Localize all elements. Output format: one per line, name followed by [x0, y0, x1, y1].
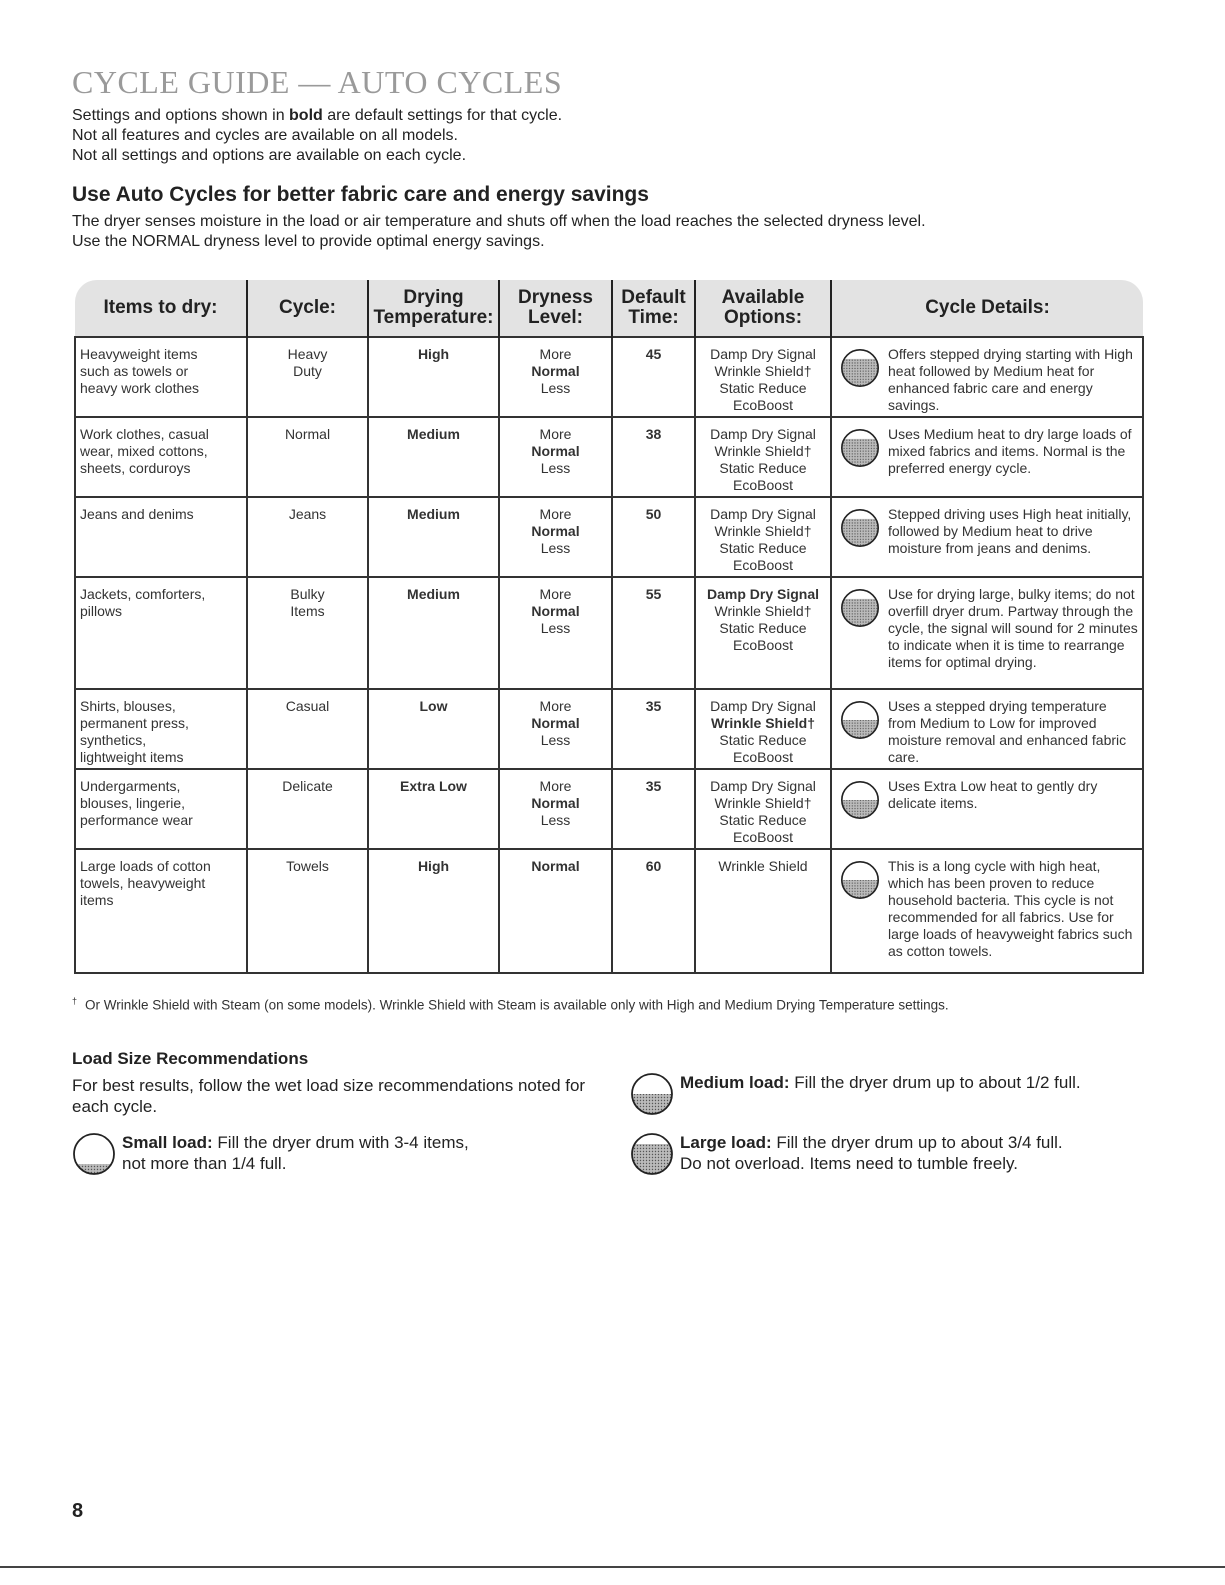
intro-bold: bold — [289, 107, 323, 124]
items-cell — [75, 689, 247, 769]
table-row — [75, 849, 1143, 973]
cycle-cell — [247, 689, 368, 769]
dryness-line: Normal — [531, 858, 580, 874]
options-line: Static Reduce — [719, 540, 807, 556]
cycle-cell — [247, 577, 368, 689]
cycle-details-cell — [831, 577, 1143, 689]
table-row — [75, 769, 1143, 849]
available-options-cell — [695, 849, 831, 973]
dryness-level-cell — [499, 769, 612, 849]
medium-load-icon — [840, 780, 880, 820]
items-line: pillows — [80, 603, 123, 619]
options-line: EcoBoost — [733, 557, 793, 573]
default-time-cell: 50 — [612, 497, 695, 577]
dryness-line: Normal — [531, 523, 580, 539]
cycle-details-cell — [831, 689, 1143, 769]
small-load-text: Small load: Fill the dryer drum with 3-4 items, not more than 1/4 full. — [122, 1133, 469, 1173]
items-cell — [75, 337, 247, 417]
dryness-line: Normal — [531, 443, 580, 459]
large-load-note — [630, 1132, 1063, 1176]
items-cell — [75, 849, 247, 973]
drying-temperature-cell: Medium — [368, 417, 499, 497]
bottom-rule — [0, 1566, 1225, 1568]
items-cell — [75, 577, 247, 689]
items-cell — [75, 769, 247, 849]
section-line-1: The dryer senses moisture in the load or air temperature and shuts off when the load reaches the selected dryness level. — [72, 213, 926, 230]
options-line: Wrinkle Shield† — [711, 715, 815, 731]
header-cycle: Cycle: — [247, 280, 368, 337]
dryness-level-cell — [499, 417, 612, 497]
items-line: Work clothes, casual — [80, 426, 209, 442]
medium-load-text: Medium load: Fill the dryer drum up to about 1/2 full. — [680, 1073, 1081, 1092]
cycle-details-text: Uses Extra Low heat to gently dry delicate items. — [888, 778, 1098, 811]
medium-load-icon — [630, 1072, 674, 1116]
items-line: Heavyweight items — [80, 346, 198, 362]
small-load-icon — [72, 1132, 116, 1176]
large-load-icon — [840, 348, 880, 388]
intro-suffix: are default settings for that cycle. — [322, 107, 563, 124]
large-load-icon — [840, 588, 880, 628]
options-line: Damp Dry Signal — [710, 778, 816, 794]
default-time-cell: 35 — [612, 689, 695, 769]
cycle-details-text: Use for drying large, bulky items; do not overfill dryer drum. Partway through the cycle, the signal will sound for 2 minutes to indicate when it is time to rearrange items for optimal drying. — [888, 586, 1138, 670]
intro-line-3: Not all settings and options are available on each cycle. — [72, 147, 467, 164]
dryness-level-cell — [499, 689, 612, 769]
table-row — [75, 689, 1143, 769]
header-default-time: Default Time: — [612, 280, 695, 337]
options-line: Wrinkle Shield† — [714, 523, 812, 539]
options-line: EcoBoost — [733, 637, 793, 653]
options-line: EcoBoost — [733, 477, 793, 493]
items-line: Jackets, comforters, — [80, 586, 206, 602]
drying-temperature-cell: High — [368, 849, 499, 973]
cycle-line: Normal — [284, 426, 331, 442]
medium-load-note — [630, 1072, 1081, 1116]
options-line: Wrinkle Shield — [718, 858, 808, 874]
dryness-line: Normal — [531, 363, 580, 379]
cycle-details-cell — [831, 337, 1143, 417]
options-line: Static Reduce — [719, 380, 807, 396]
dryness-line: More — [539, 506, 572, 522]
medium-load-icon — [840, 700, 880, 740]
items-line: wear, mixed cottons, — [80, 443, 208, 459]
cycle-details-text: Stepped driving uses High heat initially, followed by Medium heat to drive moisture from jeans and denims. — [888, 506, 1132, 556]
drying-temperature-cell: High — [368, 337, 499, 417]
dryness-line: Less — [540, 812, 571, 828]
table-row — [75, 337, 1143, 417]
large-load-icon — [630, 1132, 674, 1176]
default-time-cell: 60 — [612, 849, 695, 973]
cycle-details-text: This is a long cycle with high heat, which has been proven to reduce household bacteria. This cycle is not recommended for all fabrics. Use for large loads of heavyweight fabrics such as cotton towels. — [888, 858, 1133, 959]
cycle-cell — [247, 417, 368, 497]
items-line: lightweight items — [80, 749, 184, 765]
dryness-line: Normal — [531, 715, 580, 731]
page-title: CYCLE GUIDE — AUTO CYCLES — [72, 64, 563, 100]
cycle-cell — [247, 337, 368, 417]
dryness-line: Less — [540, 620, 571, 636]
large-load-icon — [840, 508, 880, 548]
items-line: items — [80, 892, 114, 908]
header-dryness-level: Dryness Level: — [499, 280, 612, 337]
options-line: Damp Dry Signal — [706, 586, 820, 602]
intro-prefix: Settings and options shown in — [72, 107, 290, 124]
section-line-2: Use the NORMAL dryness level to provide optimal energy savings. — [72, 233, 545, 250]
dryness-line: Less — [540, 732, 571, 748]
items-line: permanent press, — [80, 715, 189, 731]
default-time-cell: 55 — [612, 577, 695, 689]
dryness-line: More — [539, 698, 572, 714]
options-line: Static Reduce — [719, 732, 807, 748]
page-number: 8 — [72, 1500, 84, 1522]
items-line: synthetics, — [80, 732, 147, 748]
intro-line-1 — [72, 106, 562, 126]
dryness-level-cell — [499, 497, 612, 577]
cycle-line: Jeans — [288, 506, 327, 522]
dryness-line: Normal — [531, 603, 580, 619]
options-line: EcoBoost — [733, 397, 793, 413]
cycle-line: Towels — [286, 858, 329, 874]
available-options-cell — [695, 417, 831, 497]
load-size-title: Load Size Recommendations — [72, 1049, 309, 1068]
dryness-line: More — [539, 346, 572, 362]
medium-load-icon — [840, 860, 880, 900]
header-available-options: Available Options: — [695, 280, 831, 337]
intro-line-2: Not all features and cycles are available on all models. — [72, 127, 458, 144]
dryness-line: More — [539, 426, 572, 442]
intro-text — [72, 106, 562, 166]
section-description — [72, 212, 926, 252]
footnote-text: Or Wrinkle Shield with Steam (on some models). Wrinkle Shield with Steam is available only with High and Medium Drying Temperature settings. — [85, 997, 949, 1013]
options-line: Wrinkle Shield† — [714, 795, 812, 811]
section-heading: Use Auto Cycles for better fabric care and energy savings — [72, 183, 649, 206]
options-line: Static Reduce — [719, 620, 807, 636]
header-items: Items to dry: — [75, 280, 247, 337]
dryness-line: More — [539, 586, 572, 602]
items-line: such as towels or — [80, 363, 189, 379]
available-options-cell — [695, 577, 831, 689]
load-size-intro: For best results, follow the wet load size recommendations noted for each cycle. — [72, 1076, 586, 1116]
default-time-cell: 35 — [612, 769, 695, 849]
dryness-line: Less — [540, 540, 571, 556]
options-line: Wrinkle Shield† — [714, 363, 812, 379]
items-line: performance wear — [80, 812, 193, 828]
drying-temperature-cell: Extra Low — [368, 769, 499, 849]
cycle-line: Heavy — [287, 346, 328, 362]
dryness-level-cell — [499, 577, 612, 689]
cycle-line: Delicate — [282, 778, 333, 794]
items-cell — [75, 417, 247, 497]
options-line: Damp Dry Signal — [710, 698, 816, 714]
large-load-icon — [840, 428, 880, 468]
items-line: Shirts, blouses, — [80, 698, 176, 714]
table-row — [75, 497, 1143, 577]
drying-temperature-cell: Medium — [368, 497, 499, 577]
items-line: Large loads of cotton — [80, 858, 211, 874]
items-line: sheets, corduroys — [80, 460, 191, 476]
table-header-row — [75, 280, 1143, 337]
cycle-guide-table — [74, 280, 1144, 974]
items-cell — [75, 497, 247, 577]
header-cycle-details: Cycle Details: — [831, 280, 1143, 337]
available-options-cell — [695, 689, 831, 769]
cycle-details-text: Uses a stepped drying temperature from Medium to Low for improved moisture removal and enhanced fabric care. — [888, 698, 1127, 765]
cycle-cell — [247, 497, 368, 577]
items-line: blouses, lingerie, — [80, 795, 186, 811]
large-load-text: Large load: Fill the dryer drum up to about 3/4 full. Do not overload. Items need to tumble freely. — [680, 1133, 1063, 1173]
header-drying-temperature: Drying Temperature: — [368, 280, 499, 337]
items-line: Undergarments, — [80, 778, 181, 794]
dryness-line: Less — [540, 460, 571, 476]
dryness-line: Less — [540, 380, 571, 396]
items-line: heavy work clothes — [80, 380, 200, 396]
dryness-level-cell — [499, 849, 612, 973]
available-options-cell — [695, 337, 831, 417]
small-load-note — [72, 1132, 469, 1176]
drying-temperature-cell: Medium — [368, 577, 499, 689]
options-line: Static Reduce — [719, 812, 807, 828]
dryness-level-cell — [499, 337, 612, 417]
options-line: Static Reduce — [719, 460, 807, 476]
options-line: Wrinkle Shield† — [714, 603, 812, 619]
items-line: towels, heavyweight — [80, 875, 206, 891]
default-time-cell: 45 — [612, 337, 695, 417]
cycle-details-text: Offers stepped drying starting with High heat followed by Medium heat for enhanced fabric care and energy savings. — [888, 346, 1133, 413]
footnote — [72, 996, 949, 1013]
cycle-details-cell — [831, 849, 1143, 973]
cycle-cell — [247, 849, 368, 973]
table-row — [75, 417, 1143, 497]
cycle-line: Duty — [293, 363, 322, 379]
options-line: Wrinkle Shield† — [714, 443, 812, 459]
cycle-details-text: Uses Medium heat to dry large loads of mixed fabrics and items. Normal is the preferred energy cycle. — [888, 426, 1132, 476]
cycle-details-cell — [831, 417, 1143, 497]
options-line: Damp Dry Signal — [710, 506, 816, 522]
cycle-details-cell — [831, 769, 1143, 849]
cycle-cell — [247, 769, 368, 849]
items-line: Jeans and denims — [80, 506, 194, 522]
cycle-details-cell — [831, 497, 1143, 577]
table-row — [75, 577, 1143, 689]
dryness-line: Normal — [531, 795, 580, 811]
options-line: EcoBoost — [733, 749, 793, 765]
dryness-line: More — [539, 778, 572, 794]
options-line: Damp Dry Signal — [710, 426, 816, 442]
available-options-cell — [695, 769, 831, 849]
cycle-line: Casual — [285, 698, 330, 714]
available-options-cell — [695, 497, 831, 577]
options-line: EcoBoost — [733, 829, 793, 845]
default-time-cell: 38 — [612, 417, 695, 497]
cycle-line: Items — [290, 603, 325, 619]
options-line: Damp Dry Signal — [710, 346, 816, 362]
footnote-mark: † — [72, 996, 78, 1006]
drying-temperature-cell: Low — [368, 689, 499, 769]
cycle-line: Bulky — [290, 586, 325, 602]
